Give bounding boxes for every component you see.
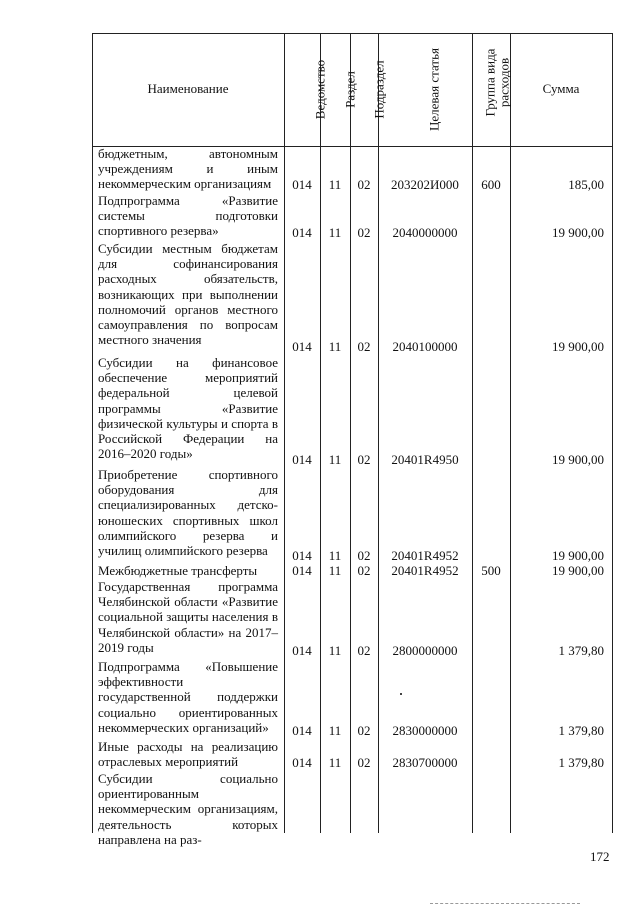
row-podrazdel: 02	[357, 339, 371, 354]
row-celevaya: 2040100000	[392, 339, 458, 354]
header-podrazdel: Подраздел	[371, 60, 387, 119]
row-gruppa: 500	[481, 563, 501, 578]
col-border	[612, 33, 613, 833]
scan-speck	[400, 693, 402, 695]
row-name: Подпрограмма «Повышение эффективности государственной поддержки социально ориентированных некоммерческих организаций»	[98, 659, 278, 735]
row-podrazdel: 02	[357, 563, 371, 578]
header-summa: Сумма	[542, 81, 580, 96]
row-name: Иные расходы на реализацию отраслевых мероприятий	[98, 739, 278, 770]
header-gruppa-line2: расходов	[496, 57, 512, 108]
row-podrazdel: 02	[357, 452, 371, 467]
header-name: Наименование	[147, 81, 229, 96]
row-celevaya: 2830700000	[392, 755, 458, 770]
row-celevaya: 2830000000	[392, 723, 458, 738]
col-border	[320, 33, 321, 833]
row-name: Приобретение спортивного оборудования для специализированных детско-юношеских спортивных школ олимпийского резерва и училищ олимпийского резерва	[98, 467, 278, 559]
row-vedomstvo: 014	[292, 548, 312, 563]
row-summa: 1 379,80	[558, 643, 604, 658]
row-vedomstvo: 014	[292, 177, 312, 192]
row-gruppa: 600	[481, 177, 501, 192]
row-summa: 19 900,00	[552, 563, 604, 578]
row-summa: 185,00	[568, 177, 604, 192]
row-celevaya: 20401R4952	[391, 563, 459, 578]
col-border	[378, 33, 379, 833]
row-summa: 19 900,00	[552, 225, 604, 240]
col-border	[472, 33, 473, 833]
row-name: Подпрограмма «Развитие системы подготовки спортивного резерва»	[98, 193, 278, 239]
scan-artifact-line	[430, 903, 580, 904]
row-summa: 1 379,80	[558, 755, 604, 770]
row-podrazdel: 02	[357, 177, 371, 192]
row-celevaya: 20401R4950	[391, 452, 459, 467]
row-celevaya: 2040000000	[392, 225, 458, 240]
row-razdel: 11	[328, 643, 342, 658]
col-border	[92, 33, 93, 833]
row-name: Государственная программа Челябинской области «Развитие социальной защиты населения в Челябинской области» на 2017–2019 годы	[98, 579, 278, 655]
row-podrazdel: 02	[357, 643, 371, 658]
col-border	[510, 33, 511, 833]
row-razdel: 11	[328, 563, 342, 578]
row-summa: 19 900,00	[552, 452, 604, 467]
header-vedomstvo: Ведомство	[312, 59, 328, 120]
row-vedomstvo: 014	[292, 643, 312, 658]
row-vedomstvo: 014	[292, 452, 312, 467]
row-celevaya: 203202И000	[391, 177, 459, 192]
row-razdel: 11	[328, 225, 342, 240]
row-name: Субсидии на финансовое обеспечение мероприятий федеральной целевой программы «Развитие физической культуры и спорта в Российской Федерации на 2016–2020 годы»	[98, 355, 278, 462]
row-celevaya: 2800000000	[392, 643, 458, 658]
budget-table	[92, 33, 612, 847]
row-razdel: 11	[328, 177, 342, 192]
row-name: Межбюджетные трансферты	[98, 563, 258, 578]
col-border	[284, 33, 285, 833]
row-name: Субсидии местным бюджетам для софинансирования расходных обязательств, возникающих при выполнении полномочий органов местного самоуправления по вопросам местного значения	[98, 241, 278, 348]
row-podrazdel: 02	[357, 225, 371, 240]
table-top-border	[92, 33, 612, 34]
col-border	[350, 33, 351, 833]
row-summa: 1 379,80	[558, 723, 604, 738]
header-celevaya-statya: Целевая статья	[426, 48, 442, 132]
row-vedomstvo: 014	[292, 755, 312, 770]
row-vedomstvo: 014	[292, 225, 312, 240]
row-celevaya: 20401R4952	[391, 548, 459, 563]
row-summa: 19 900,00	[552, 548, 604, 563]
row-podrazdel: 02	[357, 723, 371, 738]
row-summa: 19 900,00	[552, 339, 604, 354]
row-vedomstvo: 014	[292, 339, 312, 354]
page-number: 172	[590, 849, 610, 864]
row-razdel: 11	[328, 548, 342, 563]
header-gruppa-line1: Группа вида	[482, 48, 498, 117]
row-razdel: 11	[328, 452, 342, 467]
row-vedomstvo: 014	[292, 723, 312, 738]
row-podrazdel: 02	[357, 548, 371, 563]
header-razdel: Раздел	[342, 71, 358, 108]
row-podrazdel: 02	[357, 755, 371, 770]
row-vedomstvo: 014	[292, 563, 312, 578]
row-razdel: 11	[328, 755, 342, 770]
row-name: Субсидии социально ориентированным некоммерческим организациям, деятельность которых направлена на раз-	[98, 771, 278, 847]
row-razdel: 11	[328, 339, 342, 354]
row-name: бюджетным, автономным учреждениям и иным некоммерческим организациям	[98, 146, 278, 192]
row-razdel: 11	[328, 723, 342, 738]
